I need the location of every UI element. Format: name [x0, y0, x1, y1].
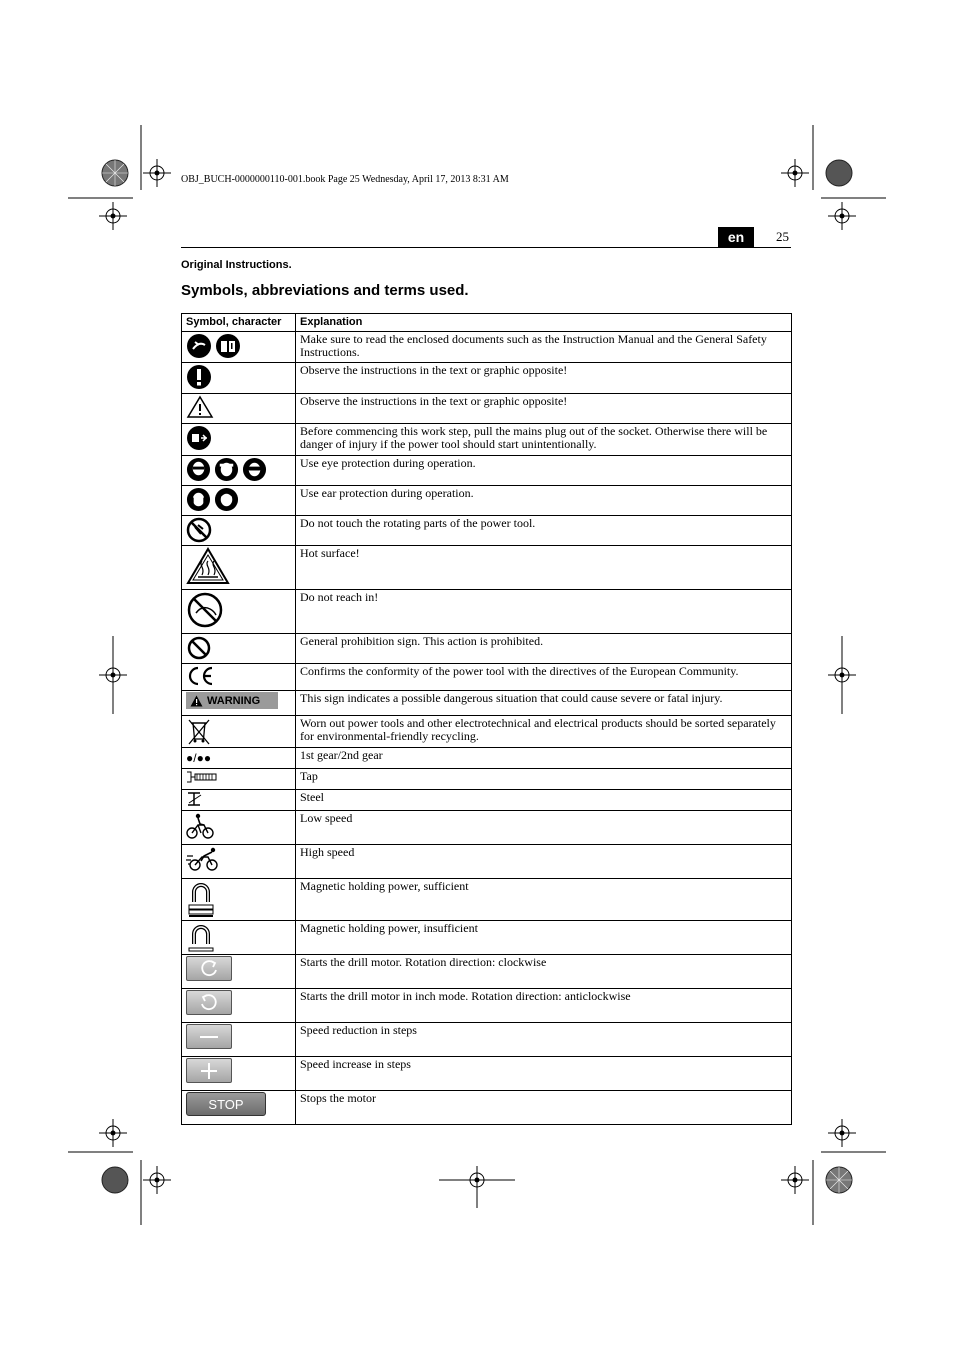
row-text: Do not touch the rotating parts of the power tool. — [296, 516, 792, 546]
mandatory-icon — [186, 364, 212, 390]
ce-mark-icon — [186, 665, 216, 687]
plus-key — [186, 1058, 232, 1083]
table-row — [182, 332, 792, 363]
table-row — [182, 716, 792, 748]
table-row — [182, 664, 792, 691]
table-row — [182, 1091, 792, 1125]
anticlockwise-arrow-icon — [198, 993, 220, 1013]
table-row — [182, 590, 792, 634]
row-text: Before commencing this work step, pull the mains plug out of the socket. Otherwise there will be danger of injury if the power tool should start unintentionally. — [296, 424, 792, 456]
bicycle-slow-icon — [186, 812, 214, 840]
row-text: Do not reach in! — [296, 590, 792, 634]
magnet-insufficient-icon — [186, 922, 216, 952]
face-shield-icon — [214, 457, 239, 482]
header-rule — [181, 247, 791, 248]
weee-bin-icon — [186, 717, 212, 745]
row-text: High speed — [296, 845, 792, 879]
row-text: Speed reduction in steps — [296, 1023, 792, 1057]
row-text: General prohibition sign. This action is prohibited. — [296, 634, 792, 664]
prohibition-icon — [186, 635, 212, 661]
table-row — [182, 989, 792, 1023]
table-row — [182, 546, 792, 590]
row-text: Starts the drill motor. Rotation direction: clockwise — [296, 955, 792, 989]
clockwise-key — [186, 956, 232, 981]
table-row — [182, 456, 792, 486]
warning-triangle-icon — [186, 395, 214, 419]
no-reach-icon — [186, 591, 224, 629]
table-row — [182, 769, 792, 790]
plus-icon — [198, 1061, 220, 1081]
table-header-row — [182, 314, 792, 332]
row-text: Magnetic holding power, insufficient — [296, 921, 792, 955]
row-text: Use eye protection during operation. — [296, 456, 792, 486]
row-text: Worn out power tools and other electrotechnical and electrical products should be sorted separately for environmental-friendly recycling. — [296, 716, 792, 748]
gear-dots: ●/●● — [186, 751, 212, 765]
manual-book-icon — [215, 333, 241, 359]
goggles-icon — [242, 457, 267, 482]
row-text: Magnetic holding power, sufficient — [296, 879, 792, 921]
row-text: Speed increase in steps — [296, 1057, 792, 1091]
row-text: Starts the drill motor in inch mode. Rotation direction: anticlockwise — [296, 989, 792, 1023]
table-row — [182, 486, 792, 516]
stop-key: STOP — [186, 1092, 266, 1116]
row-text: Observe the instructions in the text or graphic opposite! — [296, 363, 792, 394]
table-row — [182, 516, 792, 546]
hot-surface-icon — [186, 547, 230, 585]
table-row — [182, 634, 792, 664]
row-text: Tap — [296, 769, 792, 790]
warning-badge — [186, 692, 278, 709]
minus-icon — [198, 1032, 220, 1042]
table-row — [182, 394, 792, 424]
row-text: Hot surface! — [296, 546, 792, 590]
language-badge: en — [718, 227, 754, 247]
eye-protection-icon — [186, 457, 211, 482]
read-manual-icon — [186, 333, 212, 359]
row-text: Steel — [296, 790, 792, 811]
table-row — [182, 363, 792, 394]
steel-icon — [186, 791, 204, 807]
section-title: Symbols, abbreviations and terms used. — [181, 282, 469, 299]
symbols-table — [181, 313, 792, 1125]
row-text: 1st gear/2nd gear — [296, 748, 792, 769]
table-row — [182, 921, 792, 955]
original-instructions-label: Original Instructions. — [181, 259, 292, 271]
print-file-info: OBJ_BUCH-0000000110-001.book Page 25 Wednesday, April 17, 2013 8:31 AM — [181, 174, 509, 185]
ear-muffs-icon — [214, 487, 239, 512]
warning-badge-text: WARNING — [207, 694, 261, 707]
row-text: Make sure to read the enclosed documents such as the Instruction Manual and the General Safety Instructions. — [296, 332, 792, 363]
table-row — [182, 691, 792, 716]
unplug-icon — [186, 425, 212, 451]
no-touch-rotating-icon — [186, 517, 212, 543]
header-explanation: Explanation — [296, 314, 792, 332]
warning-small-icon — [190, 695, 203, 707]
table-row — [182, 879, 792, 921]
ear-protection-icon — [186, 487, 211, 512]
table-row — [182, 845, 792, 879]
table-row — [182, 811, 792, 845]
row-text: Observe the instructions in the text or graphic opposite! — [296, 394, 792, 424]
row-text: Confirms the conformity of the power tool with the directives of the European Community. — [296, 664, 792, 691]
page-number: 25 — [776, 229, 789, 244]
clockwise-arrow-icon — [198, 959, 220, 979]
table-row — [182, 1057, 792, 1091]
table-row — [182, 748, 792, 769]
row-text: Use ear protection during operation. — [296, 486, 792, 516]
tap-icon — [186, 770, 218, 784]
row-text: Stops the motor — [296, 1091, 792, 1125]
table-row — [182, 790, 792, 811]
minus-key — [186, 1024, 232, 1049]
magnet-sufficient-icon — [186, 880, 216, 918]
header-symbol: Symbol, character — [182, 314, 296, 332]
row-text: Low speed — [296, 811, 792, 845]
anticlockwise-key — [186, 990, 232, 1015]
table-row — [182, 955, 792, 989]
table-row — [182, 424, 792, 456]
table-row — [182, 1023, 792, 1057]
bicycle-fast-icon — [186, 846, 220, 872]
row-text: This sign indicates a possible dangerous situation that could cause severe or fatal injury. — [296, 691, 792, 716]
